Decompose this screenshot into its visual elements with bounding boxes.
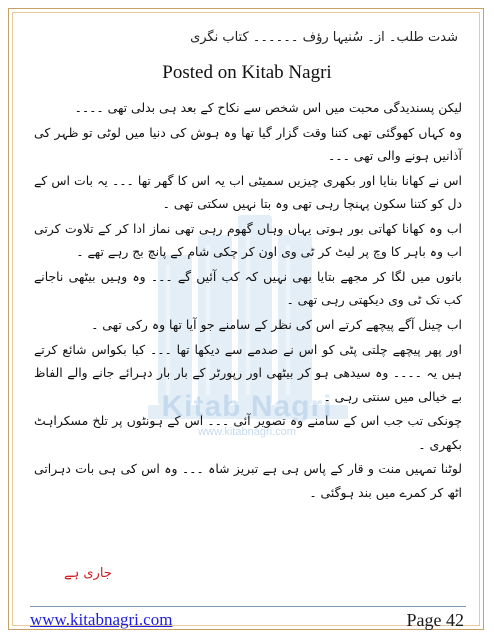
- paragraph: باتوں میں لگا کر مجھے بتایا بھی نہیں کہ کب آئیں گے ۔۔۔ وہ وہیں بیٹھی ناجانے کب تک ٹی وی دیکھتی رہی تھی ۔: [34, 269, 462, 308]
- watermark-logo-text: Kitab Nagri: [161, 390, 333, 423]
- footer-divider: [30, 606, 466, 607]
- page-header: شدت طلب۔ از۔ سُنیہا رؤف ۔۔۔۔۔۔ کتاب نگری: [190, 30, 458, 45]
- watermark-url: www.kitabnagri.com: [198, 426, 296, 438]
- paragraph: اس نے کھانا بنایا اور بکھری چیزیں سمیٹی اب یہ اس کا گھر تھا ۔۔۔ یہ بات اس کے دل کو کتنا سکون پہنچا رہی تھی وہ بتا نہیں سکتی تھی ۔: [34, 172, 462, 212]
- paragraph: اب چینل آگے پیچھے کرتے اس کی نظر کے سامنے جو آیا تھا وہ رکی تھی ۔: [91, 317, 462, 333]
- paragraph: اور پھر پیچھے چلتی پٹی کو اس نے صدمے سے دیکھا تھا ۔۔۔ کیا بکواس شائع کرتے ہیں یہ ۔۔۔۔ وہ سیدھی ہو کر بیٹھی اور رپورٹر کے بار بار دہرائے جانے والے الفاظ بے خیالی میں سنتی رہی ۔: [34, 341, 462, 404]
- paragraph: لیکن پسندیدگی محبت میں اس شخص سے نکاح کے بعد ہی بدلی تھی ۔۔۔۔: [74, 100, 462, 115]
- page-number: Page 42: [406, 610, 464, 630]
- paragraph: لوٹنا تمہیں منت و قار کے پاس ہی ہے تبریز شاہ ۔۔۔ وہ اس کی ہی بات دہراتی اٹھ کر کمرے میں بند ہوگئی ۔: [34, 461, 462, 500]
- paragraph: اب وہ کھانا کھاتی بور ہوتی یہاں وہاں گھوم رہی تھی نماز ادا کر کے تلاوت کرتی اب وہ باہر کا وچ پر لیٹ کر ٹی وی اون کر چکی شام کے پانچ بج رہے تھے ۔: [34, 220, 462, 260]
- footer-website-link[interactable]: www.kitabnagri.com: [30, 610, 173, 629]
- posted-on-label: Posted on Kitab Nagri: [162, 62, 332, 83]
- to-be-continued-label: جاری ہے: [64, 566, 112, 581]
- story-body: [34, 96, 462, 506]
- paragraph: چونکی تب جب اس کے سامنے وہ تصویر آئی ۔۔۔ اس کے ہونٹوں پر تلخ مسکراہٹ بکھری ۔: [34, 413, 462, 452]
- paragraph: وہ کہاں کھوگئی تھی کتنا وقت گزار گیا تھا وہ ہوش کی دنیا میں لوٹی تو ظہر کی آذانیں ہونے والی تھی ۔۔۔: [34, 124, 462, 164]
